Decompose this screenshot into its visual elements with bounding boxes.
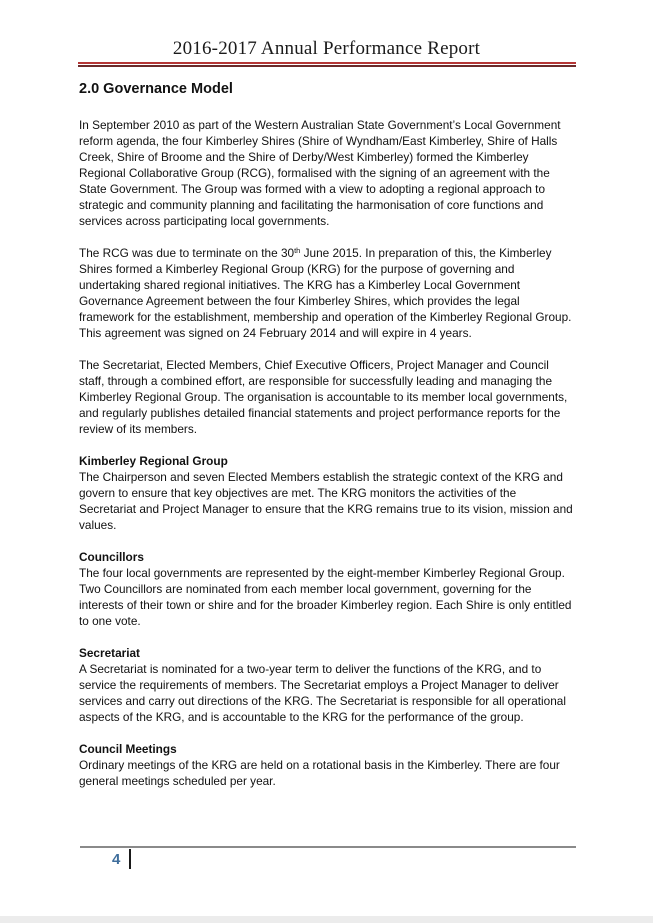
subsection-krg [79, 453, 576, 533]
main-content [79, 80, 576, 805]
paragraph-rcg [79, 245, 576, 341]
subsection-secretariat-body: A Secretariat is nominated for a two-year term to deliver the functions of the KRG, and to service the requirements of members. The Secretariat employs a Project Manager to deliver services and carry out directions of the KRG. The Secretariat is responsible for all operational aspects of the KRG, and is accountable to the KRG for the performance of the group. [79, 662, 566, 724]
footer-rule [80, 846, 576, 848]
subsection-krg-body: The Chairperson and seven Elected Members establish the strategic context of the KRG and govern to ensure that key objectives are met. The KRG monitors the activities of the Secretariat and Project Manager to ensure that the KRG remains true to its vision, mission and values. [79, 470, 573, 532]
subsection-meetings-body: Ordinary meetings of the KRG are held on a rotational basis in the Kimberley. There are four general meetings scheduled per year. [79, 758, 560, 788]
paragraph-rcg-start: The RCG was due to terminate on the 30 [79, 246, 295, 260]
section-heading: 2.0 Governance Model [79, 81, 233, 97]
page-bottom-edge [0, 916, 653, 923]
subsection-krg-title: Kimberley Regional Group [79, 454, 228, 468]
report-header-title: 2016-2017 Annual Performance Report [172, 38, 481, 59]
subsection-councillors-body: The four local governments are represented by the eight-member Kimberley Regional Group. Two Councillors are nominated from each member local government, governing for the interests of their town or shire and for the broader Kimberley region. Each Shire is only entitled to one vote. [79, 566, 572, 628]
subsection-secretariat [79, 645, 576, 725]
footer-divider-bar [129, 849, 131, 869]
header-rule-dark [78, 65, 576, 67]
page-number: 4 [112, 851, 121, 868]
header-rule-red [78, 62, 576, 64]
subsection-secretariat-title: Secretariat [79, 646, 140, 660]
paragraph-secretariat-overview: The Secretariat, Elected Members, Chief Executive Officers, Project Manager and Council staff, through a combined effort, are responsible for successfully leading and managing the Kimberley Regional Group. The organisation is accountable to its member local governments, and regularly publishes detailed financial statements and project performance reports for the review of its members. [79, 358, 568, 436]
paragraph-intro: In September 2010 as part of the Western Australian State Government’s Local Government reform agenda, the four Kimberley Shires (Shire of Wyndham/East Kimberley, Shire of Halls Creek, Shire of Broome and the Shire of Derby/West Kimberley) formed the Kimberley Regional Collaborative Group (RCG), formalised with the signing of an agreement with the State Government. The Group was formed with a view to adopting a regional approach to strategic and community planning and facilitating the harmonisation of core functions and services across participating local governments. [79, 118, 561, 228]
subsection-councillors [79, 549, 576, 629]
subsection-councillors-title: Councillors [79, 550, 144, 564]
subsection-meetings [79, 741, 576, 789]
subsection-meetings-title: Council Meetings [79, 742, 177, 756]
paragraph-rcg-rest: June 2015. In preparation of this, the Kimberley Shires formed a Kimberley Regional Group (KRG) for the purpose of governing and undertaking shared regional initiatives. The KRG has a Kimberley Local Government Governance Agreement between the four Kimberley Shires, which provides the legal framework for the establishment, membership and operation of the Kimberley Regional Group. This agreement was signed on 24 February 2014 and will expire in 4 years. [79, 246, 572, 340]
ordinal-superscript: th [294, 246, 301, 255]
